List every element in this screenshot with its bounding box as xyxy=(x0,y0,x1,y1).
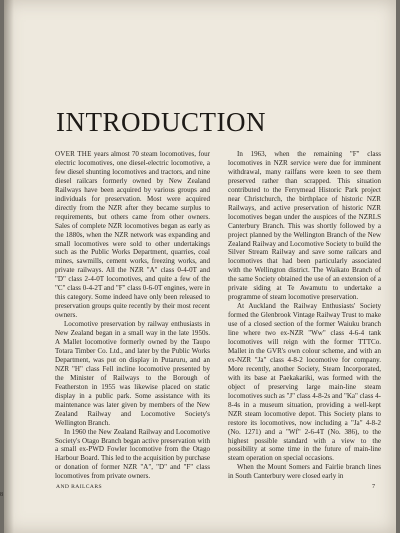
left-paragraph-3: In 1960 the New Zealand Railway and Locomotive Society's Otago Branch began active preservation with a small ex-PWD Fowler locomotive from the Otago Harbour Board. This led to the acquisition by purchase or donation of former NZR "A", "D" and "F" class locomotives from private owners. xyxy=(55,427,210,480)
left-paragraph-1 xyxy=(55,150,210,320)
right-paragraph-3: When the Mount Somers and Fairlie branch lines in South Canterbury were closed early in xyxy=(228,463,381,480)
page-title: INTRODUCTION xyxy=(56,107,266,138)
book-page xyxy=(4,0,396,533)
left-paragraph-2: Locomotive preservation by railway enthusiasts in New Zealand began in a small way in the late 1950s. A Mallet locomotive formerly owned by the Taupo Totara Timber Co. Ltd., and later by the Public Works Department, was put on display in Putaruru, and an NZR "H" class Fell incline locomotive presented by the Minister of Railways to the Borough of Featherston in 1955 was likewise placed on static display in a public park. Some assistance with its maintenance was later given by members of the New Zealand Railway and Locomotive Society's Wellington Branch. xyxy=(55,320,210,427)
spine-shadow xyxy=(4,0,14,533)
lead-in: OVER THE xyxy=(55,150,92,158)
right-paragraph-2: At Auckland the Railway Enthusiasts' Society formed the Glenbrook Vintage Railway Trust to make use of a closed section of the former Waiuku branch line where two ex-NZR "Ww" class 4-6-4 tank locomotives will reign with the former TTTCo. Mallet in the GVR's own colour scheme, and with an ex-NZR "Ja" class 4-8-2 locomotive for company. More recently, another Society, Steam Incorporated, with its base at Paekakariki, was formed with the object of preserving large main-line steam locomotives such as "J" class 4-8-2s and "Ka" class 4-8-4s in a museum situation, providing a well-kept NZR steam locomotive depot. This Society plans to restore its locomotives, now including a "Ja" 4-8-2 (No. 1271) and a "Wf" 2-6-4T (No. 386), to the highest possible standard with a view to the possibility at some time in the future of main-line steam operation on special occasions. xyxy=(228,302,381,463)
page-number: 7 xyxy=(372,483,376,490)
right-paragraph-1: In 1963, when the remaining "F" class locomotives in NZR service were due for imminent withdrawal, many railfans were keen to see them preserved rather than scrapped. This situation contributed to the Ferrymead Historic Park project near Christchurch, the birthplace of historic NZR Railways, and active preservation of historic NZR locomotives began under the auspices of the NZRLS Canterbury Branch. This was shortly followed by a project planned by the Wellington Branch of the New Zealand Railway and Locomotive Society to build the Silver Stream Railway and save some railcars and locomotives that had been particularly associated with the Wellington district. The Waikato Branch of the same Society obtained the use of an extension of a private siding at Te Awamutu to undertake a programme of steam locomotive preservation. xyxy=(228,150,381,302)
right-column xyxy=(228,150,381,480)
left-paragraph-1-text: years almost 70 steam locomotives, four electric locomotives, one diesel-electric locomotive, a few diesel shunting locomotives and tractors, and nine diesel railcars formerly owned by New Zealand Railways have been acquired by various groups and individuals for preservation. Most were acquired directly from the NZR after they became surplus to requirements, but others came from other owners. Sales of complete NZR locomotives began as early as the 1880s, when the NZR network was expanding and small locomotives were sold to other undertakings such as the Public Works Department, quarries, coal mines, sawmills, cement works, freezing works, and private railways. All the NZR "A" class 0-4-0T and "D" class 2-4-0T locomotives, and quite a few of the "C" class 0-4-2T and "F" class 0-6-0T engines, were in this category. Some indeed have only been released to preservation groups quite recently by their most recent owners. xyxy=(55,150,210,320)
running-footer: AND RAILCARS xyxy=(56,484,102,490)
facing-page-edge-mark: 8 xyxy=(0,492,3,498)
left-column xyxy=(55,150,210,480)
